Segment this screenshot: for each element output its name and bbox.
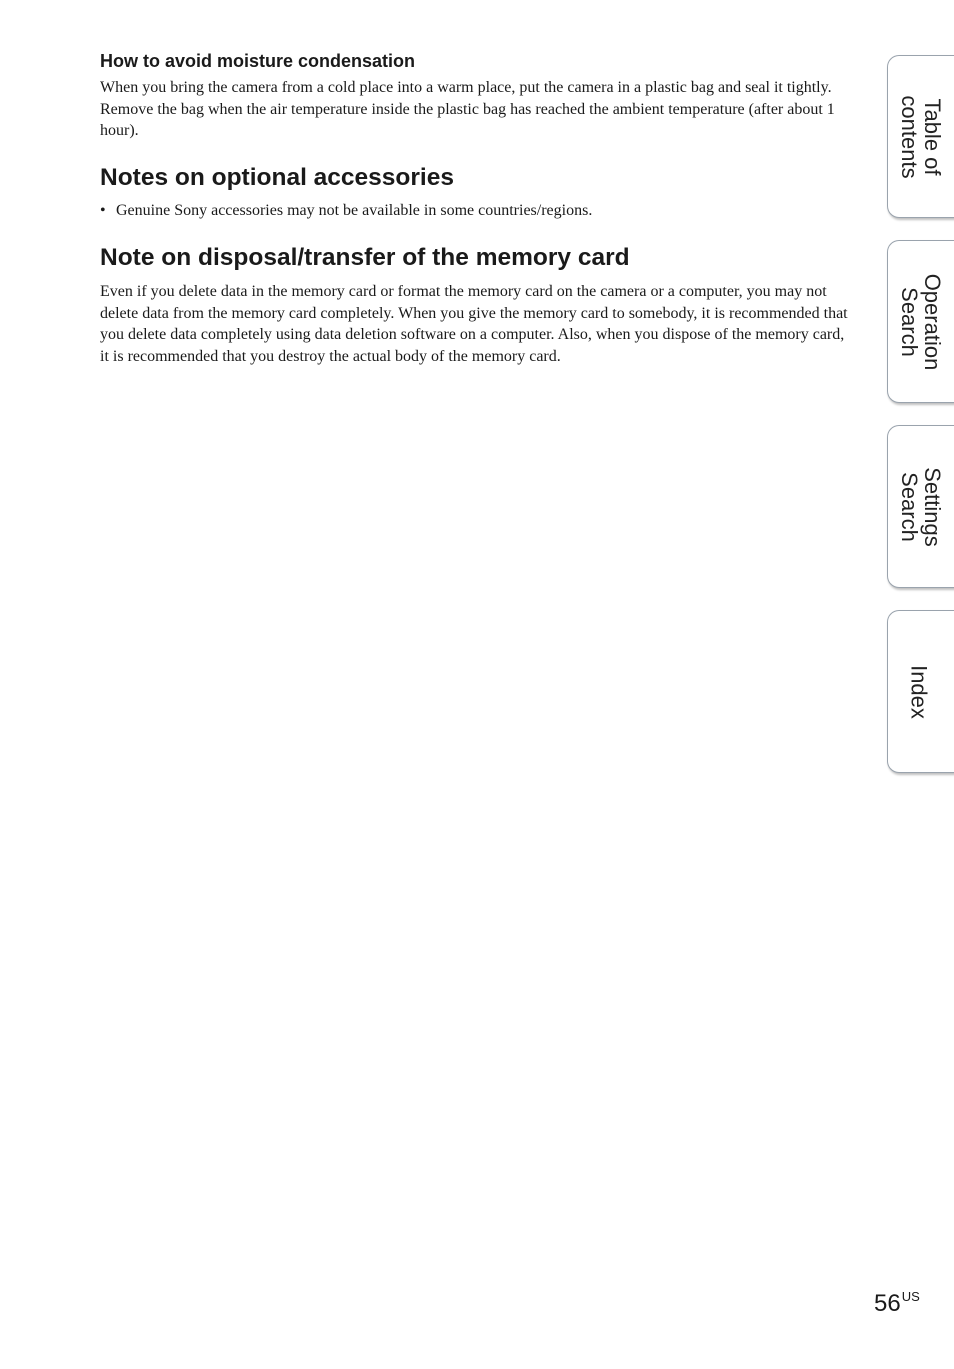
page-number-suffix: US bbox=[901, 1289, 920, 1304]
accessories-list bbox=[100, 200, 852, 222]
tab-label bbox=[898, 274, 944, 371]
disposal-heading: Note on disposal/transfer of the memory card bbox=[100, 244, 630, 271]
tab-label bbox=[898, 95, 944, 178]
moisture-heading: How to avoid moisture condensation bbox=[100, 51, 416, 71]
tab-operation-search[interactable] bbox=[887, 240, 954, 403]
tab-label-line: Index bbox=[906, 665, 932, 719]
accessories-section bbox=[100, 163, 852, 222]
accessories-heading: Notes on optional accessories bbox=[100, 163, 454, 191]
tab-label bbox=[898, 467, 944, 547]
disposal-section bbox=[100, 243, 852, 367]
tab-label-line: contents bbox=[897, 95, 922, 179]
moisture-body: When you bring the camera from a cold place into a warm place, put the camera in a plastic bag and seal it tightly. Remove the bag when the air temperature inside the plastic bag has reached the ambient temperature (after about 1 hour). bbox=[100, 79, 835, 139]
disposal-body: Even if you delete data in the memory card or format the memory card on the camera or a computer, you may not delete data from the memory card completely. When you give the memory card to somebody, it is recommended that you delete data completely using data deletion software on a computer. Also, when you dispose of the memory card, it is recommended that you destroy the actual body of the memory card. bbox=[100, 283, 848, 365]
page-content bbox=[100, 50, 852, 367]
page-number-value: 56 bbox=[874, 1290, 901, 1317]
tab-label-line: Operation bbox=[920, 273, 945, 371]
list-item-text: Genuine Sony accessories may not be available in some countries/regions. bbox=[116, 201, 593, 219]
moisture-section bbox=[100, 50, 852, 142]
page-number bbox=[874, 1289, 920, 1318]
bullet-icon: • bbox=[100, 201, 106, 219]
tab-settings-search[interactable] bbox=[887, 425, 954, 588]
tab-index[interactable] bbox=[887, 610, 954, 773]
tab-label bbox=[908, 665, 931, 719]
tab-label-line: Table of bbox=[920, 98, 945, 176]
tab-label-line: Search bbox=[897, 287, 922, 357]
tab-table-of-contents[interactable] bbox=[887, 55, 954, 218]
list-item bbox=[100, 200, 852, 222]
tab-label-line: Settings bbox=[920, 467, 945, 547]
tab-label-line: Search bbox=[897, 472, 922, 542]
